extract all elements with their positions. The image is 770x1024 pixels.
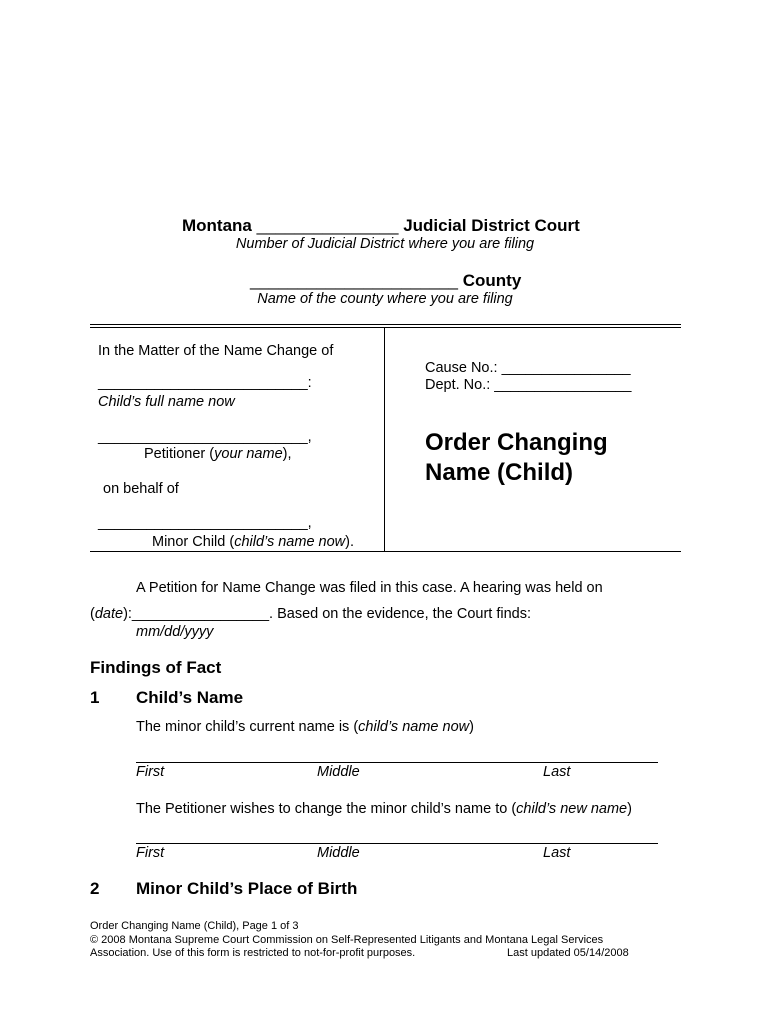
county-hint: Name of the county where you are filing bbox=[257, 291, 513, 307]
current-name-line[interactable] bbox=[136, 762, 658, 763]
caption-divider bbox=[384, 327, 385, 551]
new-middle-label: Middle bbox=[317, 845, 360, 861]
county-blank[interactable]: ______________________ bbox=[250, 271, 459, 290]
footer-usage: Association. Use of this form is restricted to not-for-profit purposes. bbox=[90, 947, 416, 959]
court-suffix: Judicial District Court bbox=[403, 216, 580, 235]
current-name-prompt: The minor child’s current name is (child’s name now) bbox=[136, 719, 474, 735]
county-label: County bbox=[462, 271, 522, 290]
minor-child-label: Minor Child (child’s name now). bbox=[152, 534, 355, 550]
dept-number-field[interactable]: Dept. No.: _________________ bbox=[425, 377, 632, 393]
court-prefix: Montana bbox=[182, 216, 252, 235]
caption-top-rule-2 bbox=[90, 327, 681, 328]
child-name-hint: Child’s full name now bbox=[98, 394, 235, 410]
caption-top-rule bbox=[90, 324, 681, 325]
new-last-label: Last bbox=[543, 845, 571, 861]
date-format-hint: mm/dd/yyyy bbox=[136, 624, 214, 640]
behalf-text: on behalf of bbox=[103, 481, 179, 497]
caption-bottom-rule bbox=[90, 551, 681, 552]
footer-updated: Last updated 05/14/2008 bbox=[507, 947, 629, 959]
section2-number: 2 bbox=[90, 879, 100, 898]
order-title bbox=[425, 428, 608, 488]
district-hint: Number of Judicial District where you are filing bbox=[235, 236, 535, 252]
district-number-blank[interactable]: _______________ bbox=[256, 216, 399, 235]
current-first-label: First bbox=[136, 764, 165, 780]
county-heading bbox=[250, 271, 521, 291]
hearing-date-field[interactable]: ):_________________. Based on the evidence, the Court finds: bbox=[123, 606, 531, 622]
intro-line1: A Petition for Name Change was filed in this case. A hearing was held on bbox=[136, 580, 603, 596]
minor-child-name-field[interactable]: __________________________, bbox=[98, 515, 312, 531]
new-first-label: First bbox=[136, 845, 165, 861]
petitioner-name-field[interactable]: __________________________, bbox=[98, 429, 312, 445]
court-heading bbox=[182, 216, 580, 236]
footer-page-info: Order Changing Name (Child), Page 1 of 3 bbox=[90, 920, 299, 932]
intro-line2: (date):_________________. Based on the evidence, the Court finds: bbox=[90, 606, 531, 622]
child-name-field[interactable]: __________________________: bbox=[98, 375, 312, 391]
new-name-line[interactable] bbox=[136, 843, 658, 844]
order-title-line2: Name (Child) bbox=[425, 459, 574, 486]
petitioner-label: Petitioner (your name), bbox=[144, 446, 292, 462]
matter-line: In the Matter of the Name Change of bbox=[98, 343, 334, 359]
new-name-prompt: The Petitioner wishes to change the minor child’s name to (child’s new name) bbox=[136, 801, 632, 817]
section1-title: Child’s Name bbox=[136, 688, 244, 707]
order-title-line1: Order Changing bbox=[425, 429, 608, 456]
current-middle-label: Middle bbox=[317, 764, 360, 780]
footer-copyright: © 2008 Montana Supreme Court Commission on Self-Represented Litigants and Montana Legal Services bbox=[90, 934, 604, 946]
findings-heading: Findings of Fact bbox=[90, 658, 222, 677]
current-last-label: Last bbox=[543, 764, 571, 780]
cause-number-field[interactable]: Cause No.: ________________ bbox=[425, 360, 631, 376]
section1-number: 1 bbox=[90, 688, 100, 707]
section2-title: Minor Child’s Place of Birth bbox=[136, 879, 358, 898]
